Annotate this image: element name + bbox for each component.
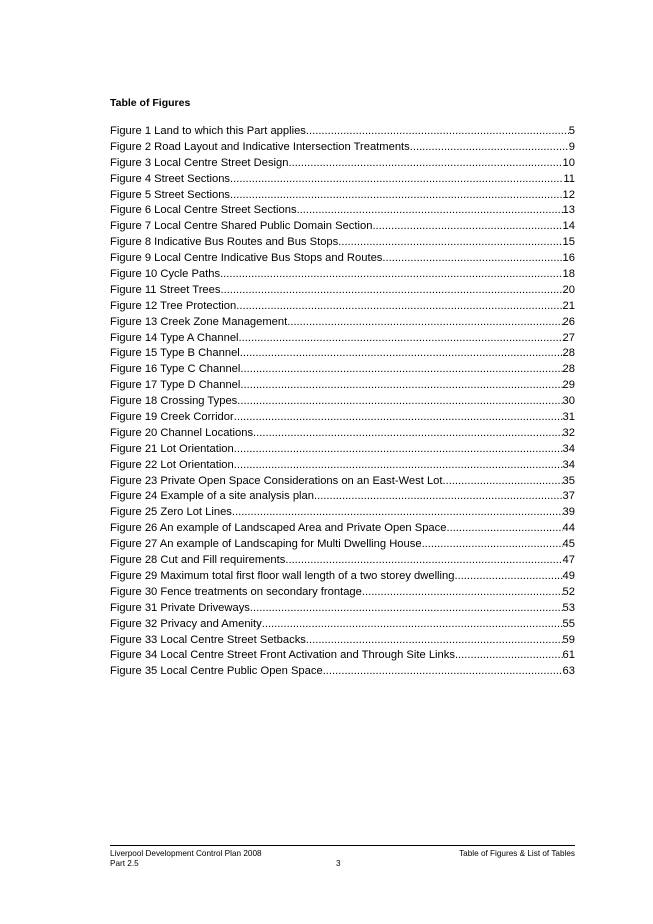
toc-entry-page-number: 16 xyxy=(562,252,575,265)
toc-dot-leader xyxy=(234,410,563,426)
toc-dot-leader xyxy=(287,315,562,331)
toc-entry-page-number: 26 xyxy=(562,315,575,328)
toc-entry-page-number: 30 xyxy=(562,395,575,408)
toc-entry[interactable] xyxy=(110,140,575,156)
toc-dot-leader xyxy=(306,633,563,649)
toc-entry-label: Figure 26 An example of Landscaped Area and Private Open Space xyxy=(110,522,447,535)
toc-entry-label: Figure 10 Cycle Paths xyxy=(110,268,221,281)
toc-entry-page-number: 28 xyxy=(562,363,575,376)
toc-entry-label: Figure 17 Type D Channel xyxy=(110,379,241,392)
toc-entry-page-number: 55 xyxy=(562,617,575,630)
toc-dot-leader xyxy=(455,648,563,664)
toc-entry-page-number: 11 xyxy=(563,172,575,185)
toc-entry[interactable] xyxy=(110,601,575,617)
toc-entry-page-number: 13 xyxy=(562,204,575,217)
toc-entry-label: Figure 23 Private Open Space Considerations on an East-West Lot xyxy=(110,474,443,487)
toc-dot-leader xyxy=(297,203,563,219)
toc-entry[interactable] xyxy=(110,553,575,569)
toc-dot-leader xyxy=(338,235,562,251)
toc-entry-label: Figure 2 Road Layout and Indicative Intersection Treatments xyxy=(110,140,410,153)
toc-dot-leader xyxy=(382,251,562,267)
toc-entry-label: Figure 18 Crossing Types xyxy=(110,395,238,408)
table-of-figures-list xyxy=(110,124,575,680)
toc-entry[interactable] xyxy=(110,267,575,283)
toc-entry[interactable] xyxy=(110,235,575,251)
toc-entry-page-number: 53 xyxy=(562,601,575,614)
toc-entry[interactable] xyxy=(110,633,575,649)
toc-entry[interactable] xyxy=(110,124,575,140)
toc-entry[interactable] xyxy=(110,648,575,664)
toc-entry-label: Figure 12 Tree Protection xyxy=(110,299,237,312)
toc-entry-page-number: 61 xyxy=(562,649,575,662)
toc-entry-label: Figure 32 Privacy and Amenity xyxy=(110,617,262,630)
toc-entry-page-number: 27 xyxy=(562,331,575,344)
toc-entry-label: Figure 13 Creek Zone Management xyxy=(110,315,288,328)
toc-dot-leader xyxy=(232,505,563,521)
toc-entry-page-number: 31 xyxy=(562,411,575,424)
toc-dot-leader xyxy=(288,156,562,172)
toc-entry-page-number: 14 xyxy=(562,220,575,233)
toc-entry-label: Figure 9 Local Centre Indicative Bus Stops and Routes xyxy=(110,252,383,265)
footer-divider xyxy=(110,845,575,846)
toc-dot-leader xyxy=(250,601,563,617)
toc-entry[interactable] xyxy=(110,219,575,235)
toc-dot-leader xyxy=(323,664,563,680)
toc-entry-page-number: 49 xyxy=(562,569,575,582)
toc-dot-leader xyxy=(454,569,562,585)
toc-entry-page-number: 10 xyxy=(562,156,575,169)
toc-entry-page-number: 21 xyxy=(562,299,575,312)
toc-dot-leader xyxy=(422,537,563,553)
toc-dot-leader xyxy=(285,553,562,569)
toc-entry-page-number: 15 xyxy=(562,236,575,249)
toc-entry-label: Figure 7 Local Centre Shared Public Domain Section xyxy=(110,220,373,233)
toc-entry[interactable] xyxy=(110,489,575,505)
toc-entry-label: Figure 3 Local Centre Street Design xyxy=(110,156,289,169)
toc-entry-page-number: 18 xyxy=(562,268,575,281)
toc-dot-leader xyxy=(230,188,563,204)
toc-dot-leader xyxy=(306,124,569,140)
toc-entry-page-number: 9 xyxy=(568,140,575,153)
toc-dot-leader xyxy=(240,378,562,394)
toc-entry-label: Figure 8 Indicative Bus Routes and Bus Stops xyxy=(110,236,339,249)
toc-dot-leader xyxy=(234,442,563,458)
toc-entry-label: Figure 6 Local Centre Street Sections xyxy=(110,204,297,217)
toc-entry[interactable] xyxy=(110,283,575,299)
footer-document-title: Liverpool Development Control Plan 2008 xyxy=(110,849,262,858)
toc-entry-label: Figure 5 Street Sections xyxy=(110,188,231,201)
toc-entry-page-number: 34 xyxy=(562,458,575,471)
toc-entry[interactable] xyxy=(110,617,575,633)
toc-dot-leader xyxy=(372,219,562,235)
toc-entry-label: Figure 30 Fence treatments on secondary frontage xyxy=(110,585,362,598)
toc-entry-page-number: 12 xyxy=(562,188,575,201)
toc-entry-page-number: 5 xyxy=(568,125,575,137)
toc-dot-leader xyxy=(262,617,563,633)
toc-entry-label: Figure 15 Type B Channel xyxy=(110,347,240,360)
toc-entry[interactable] xyxy=(110,458,575,474)
toc-entry-page-number: 29 xyxy=(562,379,575,392)
toc-entry[interactable] xyxy=(110,251,575,267)
toc-entry[interactable] xyxy=(110,474,575,490)
toc-entry[interactable] xyxy=(110,299,575,315)
toc-dot-leader xyxy=(220,267,562,283)
toc-entry-page-number: 28 xyxy=(562,347,575,360)
toc-entry[interactable] xyxy=(110,362,575,378)
toc-entry-label: Figure 27 An example of Landscaping for Multi Dwelling House xyxy=(110,538,422,551)
footer-part-number: Part 2.5 xyxy=(110,859,139,868)
toc-entry-page-number: 47 xyxy=(562,554,575,567)
toc-entry-label: Figure 33 Local Centre Street Setbacks xyxy=(110,633,306,646)
toc-entry-label: Figure 11 Street Trees xyxy=(110,283,221,296)
toc-dot-leader xyxy=(410,140,569,156)
toc-dot-leader xyxy=(220,283,562,299)
toc-dot-leader xyxy=(237,394,562,410)
toc-entry-page-number: 45 xyxy=(562,538,575,551)
toc-dot-leader xyxy=(314,489,563,505)
toc-entry-page-number: 34 xyxy=(562,442,575,455)
toc-entry-label: Figure 24 Example of a site analysis plan xyxy=(110,490,314,503)
toc-entry[interactable] xyxy=(110,521,575,537)
toc-entry[interactable] xyxy=(110,410,575,426)
toc-entry-page-number: 59 xyxy=(562,633,575,646)
toc-entry-page-number: 20 xyxy=(562,283,575,296)
toc-entry[interactable] xyxy=(110,505,575,521)
toc-entry-label: Figure 35 Local Centre Public Open Space xyxy=(110,665,323,678)
toc-dot-leader xyxy=(230,172,563,188)
toc-dot-leader xyxy=(236,299,562,315)
toc-entry-label: Figure 25 Zero Lot Lines xyxy=(110,506,232,519)
toc-entry[interactable] xyxy=(110,331,575,347)
toc-entry-page-number: 63 xyxy=(562,665,575,678)
toc-entry[interactable] xyxy=(110,188,575,204)
toc-entry-label: Figure 28 Cut and Fill requirements xyxy=(110,554,286,567)
toc-dot-leader xyxy=(362,585,563,601)
toc-dot-leader xyxy=(443,474,563,490)
toc-dot-leader xyxy=(234,458,563,474)
toc-entry-label: Figure 29 Maximum total first floor wall length of a two storey dwelling xyxy=(110,569,455,582)
toc-dot-leader xyxy=(446,521,562,537)
toc-entry[interactable] xyxy=(110,172,575,188)
toc-entry[interactable] xyxy=(110,203,575,219)
toc-entry-page-number: 44 xyxy=(562,522,575,535)
toc-entry[interactable] xyxy=(110,378,575,394)
toc-entry[interactable] xyxy=(110,394,575,410)
toc-entry-page-number: 37 xyxy=(562,490,575,503)
toc-entry-label: Figure 31 Private Driveways xyxy=(110,601,250,614)
toc-entry-label: Figure 1 Land to which this Part applies xyxy=(110,125,306,137)
toc-entry-label: Figure 34 Local Centre Street Front Activation and Through Site Links xyxy=(110,649,455,662)
toc-entry-label: Figure 4 Street Sections xyxy=(110,172,231,185)
page-heading: Table of Figures xyxy=(110,97,191,109)
toc-entry-label: Figure 20 Channel Locations xyxy=(110,426,254,439)
toc-entry[interactable] xyxy=(110,315,575,331)
toc-entry[interactable] xyxy=(110,664,575,680)
toc-dot-leader xyxy=(239,331,563,347)
toc-dot-leader xyxy=(253,426,563,442)
toc-entry[interactable] xyxy=(110,569,575,585)
toc-entry-label: Figure 22 Lot Orientation xyxy=(110,458,234,471)
toc-entry-page-number: 52 xyxy=(562,585,575,598)
toc-dot-leader xyxy=(240,362,562,378)
toc-entry-page-number: 39 xyxy=(562,506,575,519)
toc-entry-page-number: 35 xyxy=(562,474,575,487)
toc-entry-label: Figure 14 Type A Channel xyxy=(110,331,239,344)
toc-entry[interactable] xyxy=(110,426,575,442)
toc-entry-label: Figure 19 Creek Corridor xyxy=(110,411,234,424)
toc-entry[interactable] xyxy=(110,537,575,553)
toc-entry-label: Figure 21 Lot Orientation xyxy=(110,442,234,455)
footer-section-title: Table of Figures & List of Tables xyxy=(459,849,575,858)
toc-entry[interactable] xyxy=(110,585,575,601)
toc-dot-leader xyxy=(240,346,563,362)
footer-page-number: 3 xyxy=(336,859,341,868)
toc-entry[interactable] xyxy=(110,156,575,172)
toc-entry[interactable] xyxy=(110,346,575,362)
toc-entry-label: Figure 16 Type C Channel xyxy=(110,363,241,376)
toc-entry-page-number: 32 xyxy=(562,426,575,439)
toc-entry[interactable] xyxy=(110,442,575,458)
